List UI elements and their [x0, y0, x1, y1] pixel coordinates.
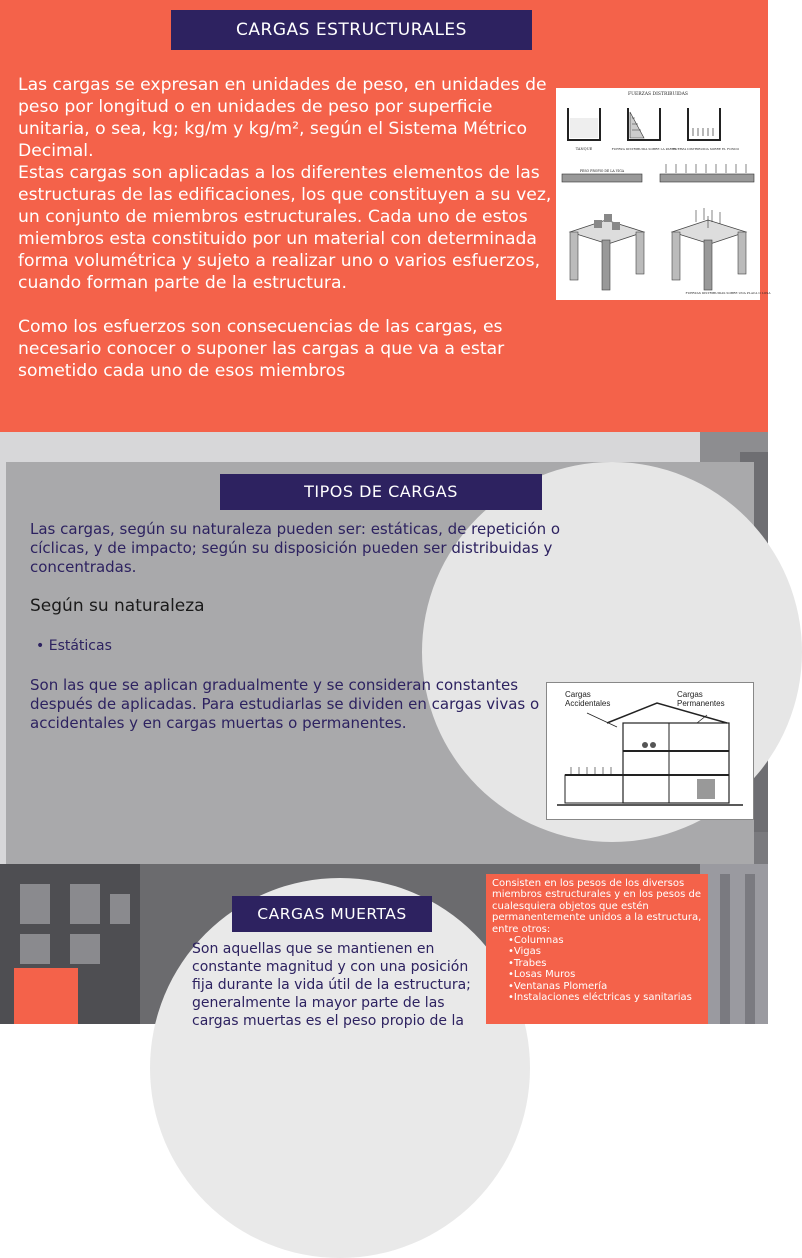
- list-item: • Columnas: [508, 935, 702, 946]
- label-cargas-accidentales: Cargas Accidentales: [565, 690, 611, 708]
- label-fondo: FUERZA DISTRIBUIDA SOBRE EL FONDO: [672, 147, 740, 151]
- label-tanque: TANQUE: [575, 147, 593, 151]
- slide-title: CARGAS MUERTAS: [232, 896, 432, 932]
- intro-text: Las cargas, según su naturaleza pueden ser: estáticas, de repetición o cíclicas, y de impacto; según su disposición pueden ser distribuidas y concentradas.: [30, 520, 561, 576]
- decorative-panel: [14, 968, 78, 1024]
- description-text: Son las que se aplican gradualmente y se consideran constantes después de aplicadas. Para estudiarlas se dividen en cargas vivas o accidentales y en cargas muertas o permanentes.: [30, 676, 540, 732]
- label-losa: FUERZAS DISTRIBUIDAS SOBRE UNA PLACA O LOSA: [685, 291, 771, 295]
- label-viga: PESO PROPIO DE LA VIGA: [579, 169, 625, 173]
- diagram-header: FUERZAS DISTRIBUIDAS: [628, 92, 688, 97]
- slide-cargas-muertas: [0, 864, 768, 1029]
- list-item: • Losas Muros: [508, 969, 702, 980]
- bullet-item: • Estáticas: [36, 638, 112, 654]
- list-item: • Ventanas Plomería: [508, 981, 702, 992]
- list-item: • Vigas: [508, 946, 702, 957]
- list-item: • Instalaciones eléctricas y sanitarias: [508, 992, 702, 1003]
- examples-list: [492, 935, 702, 1003]
- list-item: • Trabes: [508, 958, 702, 969]
- decorative-circle: [150, 878, 530, 1258]
- paragraph: Como los esfuerzos son consecuencias de las cargas, es necesario conocer o suponer las cargas a que va a estar sometido cada uno de esos miembros: [18, 317, 505, 381]
- subtitle: Según su naturaleza: [30, 596, 205, 616]
- examples-intro: Consisten en los pesos de los diversos miembros estructurales y en los pesos de cualesquiera objetos que estén permanentemente unidos a la estructura, entre otros:: [492, 878, 702, 935]
- label-pared: FUERZA DISTRIBUIDA SOBRE LA PARED: [611, 147, 677, 151]
- slide-cargas-estructurales: [0, 0, 771, 432]
- paragraph: Estas cargas son aplicadas a los diferentes elementos de las estructuras de las edificaciones, los que constituyen a su vez, un conjunto de miembros estructurales. Cada uno de estos miembros esta constituido por un material con determinada forma volumétrica y sujeto a realizar uno o varios esfuerzos, cuando forman parte de la estructura.: [18, 163, 552, 293]
- bullet-label: Estáticas: [48, 638, 112, 654]
- distributed-forces-diagram: [556, 88, 771, 300]
- slide-body: [18, 74, 563, 382]
- building-loads-diagram: [546, 682, 754, 820]
- slide-title: CARGAS ESTRUCTURALES: [171, 10, 532, 50]
- paragraph: Las cargas se expresan en unidades de peso, en unidades de peso por longitud o en unidades de peso por superficie unitaria, o sea, kg; kg/m y kg/m², según el Sistema Métrico Decimal.: [18, 75, 547, 161]
- label-cargas-permanentes: Cargas Permanentes: [677, 690, 725, 708]
- examples-box: [486, 874, 708, 1024]
- definition-text: Son aquellas que se mantienen en constante magnitud y con una posición fija durante la vida útil de la estructura; generalmente la mayor parte de las cargas muertas es el peso propio de la: [192, 941, 471, 1029]
- slide-title: TIPOS DE CARGAS: [220, 474, 542, 510]
- slide-tipos-de-cargas: [0, 432, 768, 864]
